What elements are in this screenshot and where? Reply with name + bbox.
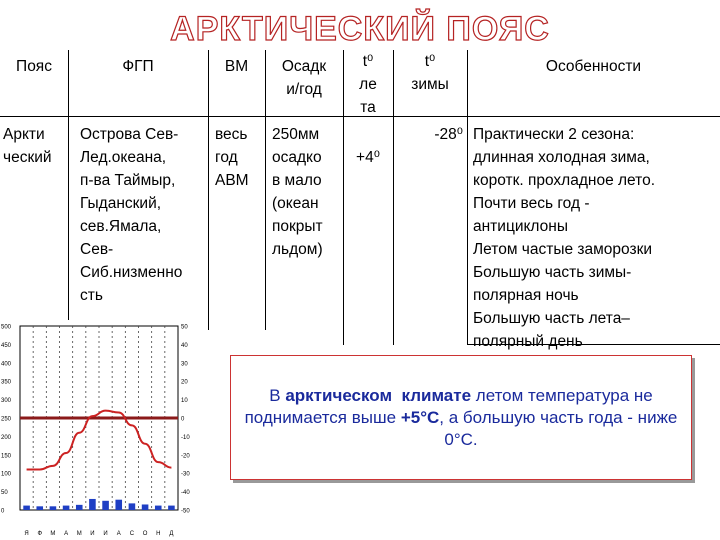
- month-label: С: [129, 531, 135, 537]
- precipitation-bar: [102, 501, 109, 510]
- month-label: А: [116, 531, 121, 537]
- header-vm: ВМ: [224, 58, 249, 75]
- header-fgp: ФГП: [122, 58, 154, 75]
- cell-belt: Аркти ческий: [3, 126, 52, 166]
- month-label: И: [103, 531, 108, 537]
- precipitation-bar: [115, 500, 122, 510]
- page-title: АРКТИЧЕСКИЙ ПОЯС: [170, 10, 550, 48]
- right-axis-tick-label: 50: [181, 324, 188, 331]
- precipitation-bar: [23, 506, 30, 510]
- table-divider: [68, 50, 69, 320]
- precipitation-bar: [76, 505, 83, 510]
- right-axis-tick-label: 10: [181, 398, 188, 405]
- left-axis-tick-label: 500: [1, 324, 12, 331]
- header-summer-temperature: t⁰ ле та: [359, 53, 377, 116]
- month-label: И: [90, 531, 95, 537]
- climate-chart: [0, 318, 200, 540]
- right-axis-tick-label: -40: [181, 490, 190, 497]
- left-axis-tick-label: 0: [1, 508, 5, 515]
- left-axis-tick-label: 400: [1, 361, 12, 368]
- header-precipitation: Осадк и/год: [281, 58, 327, 98]
- header-belt: Пояс: [16, 58, 52, 75]
- month-label: Н: [156, 531, 161, 537]
- table-divider: [208, 50, 209, 330]
- callout-box: [230, 355, 692, 480]
- precipitation-bar: [168, 506, 175, 510]
- right-axis-tick-label: 0: [181, 416, 185, 423]
- cell-precipitation: 250мм осадко в мало (океан покрыт льдом): [272, 126, 323, 258]
- cell-features: Практически 2 сезона: длинная холодная зима, коротк. прохладное лето. Почти весь год - антициклоны Летом частые заморозки Большую часть зимы- полярная ночь Большую часть лета– полярный день: [473, 126, 655, 350]
- header-features: Особенности: [545, 58, 642, 75]
- month-label: М: [76, 531, 82, 537]
- precipitation-bar: [36, 506, 43, 510]
- precipitation-bar: [89, 499, 96, 510]
- cell-summer-temperature: +4⁰: [356, 149, 380, 166]
- right-axis-tick-label: 40: [181, 342, 188, 349]
- callout-text: В арктическом климате летом температура не поднимается выше +5°С, а большую часть года - ниже 0°С.: [244, 385, 678, 449]
- month-label: Я: [24, 531, 29, 537]
- left-axis-tick-label: 100: [1, 471, 12, 478]
- right-axis-tick-label: 30: [181, 361, 188, 368]
- left-axis-tick-label: 50: [1, 490, 8, 497]
- month-label: М: [50, 531, 56, 537]
- left-axis-tick-label: 150: [1, 453, 12, 460]
- precipitation-bar: [63, 506, 70, 510]
- month-label: Д: [169, 531, 174, 537]
- precipitation-bar: [155, 506, 162, 510]
- cell-vm: весь год АВМ: [215, 126, 249, 189]
- month-label: О: [142, 531, 148, 537]
- left-axis-tick-label: 300: [1, 398, 12, 405]
- table-divider: [467, 50, 468, 345]
- right-axis-tick-label: -50: [181, 508, 190, 515]
- cell-winter-temperature: -28⁰: [434, 126, 463, 143]
- precipitation-bar: [142, 504, 149, 510]
- month-label: А: [64, 531, 69, 537]
- month-label: Ф: [37, 531, 43, 537]
- precipitation-bar: [50, 506, 57, 510]
- right-axis-tick-label: -30: [181, 471, 190, 478]
- left-axis-tick-label: 250: [1, 416, 12, 423]
- left-axis-tick-label: 350: [1, 379, 12, 386]
- left-axis-tick-label: 450: [1, 342, 12, 349]
- right-axis-tick-label: -20: [181, 453, 190, 460]
- right-axis-tick-label: -10: [181, 434, 190, 441]
- left-axis-tick-label: 200: [1, 434, 12, 441]
- precipitation-bar: [129, 503, 136, 510]
- right-axis-tick-label: 20: [181, 379, 188, 386]
- header-winter-temperature: t⁰ зимы: [411, 53, 449, 93]
- cell-fgp: Острова Сев- Лед.океана, п-ва Таймыр, Гыданский, сев.Ямала, Сев- Сиб.низменно сть: [80, 126, 183, 304]
